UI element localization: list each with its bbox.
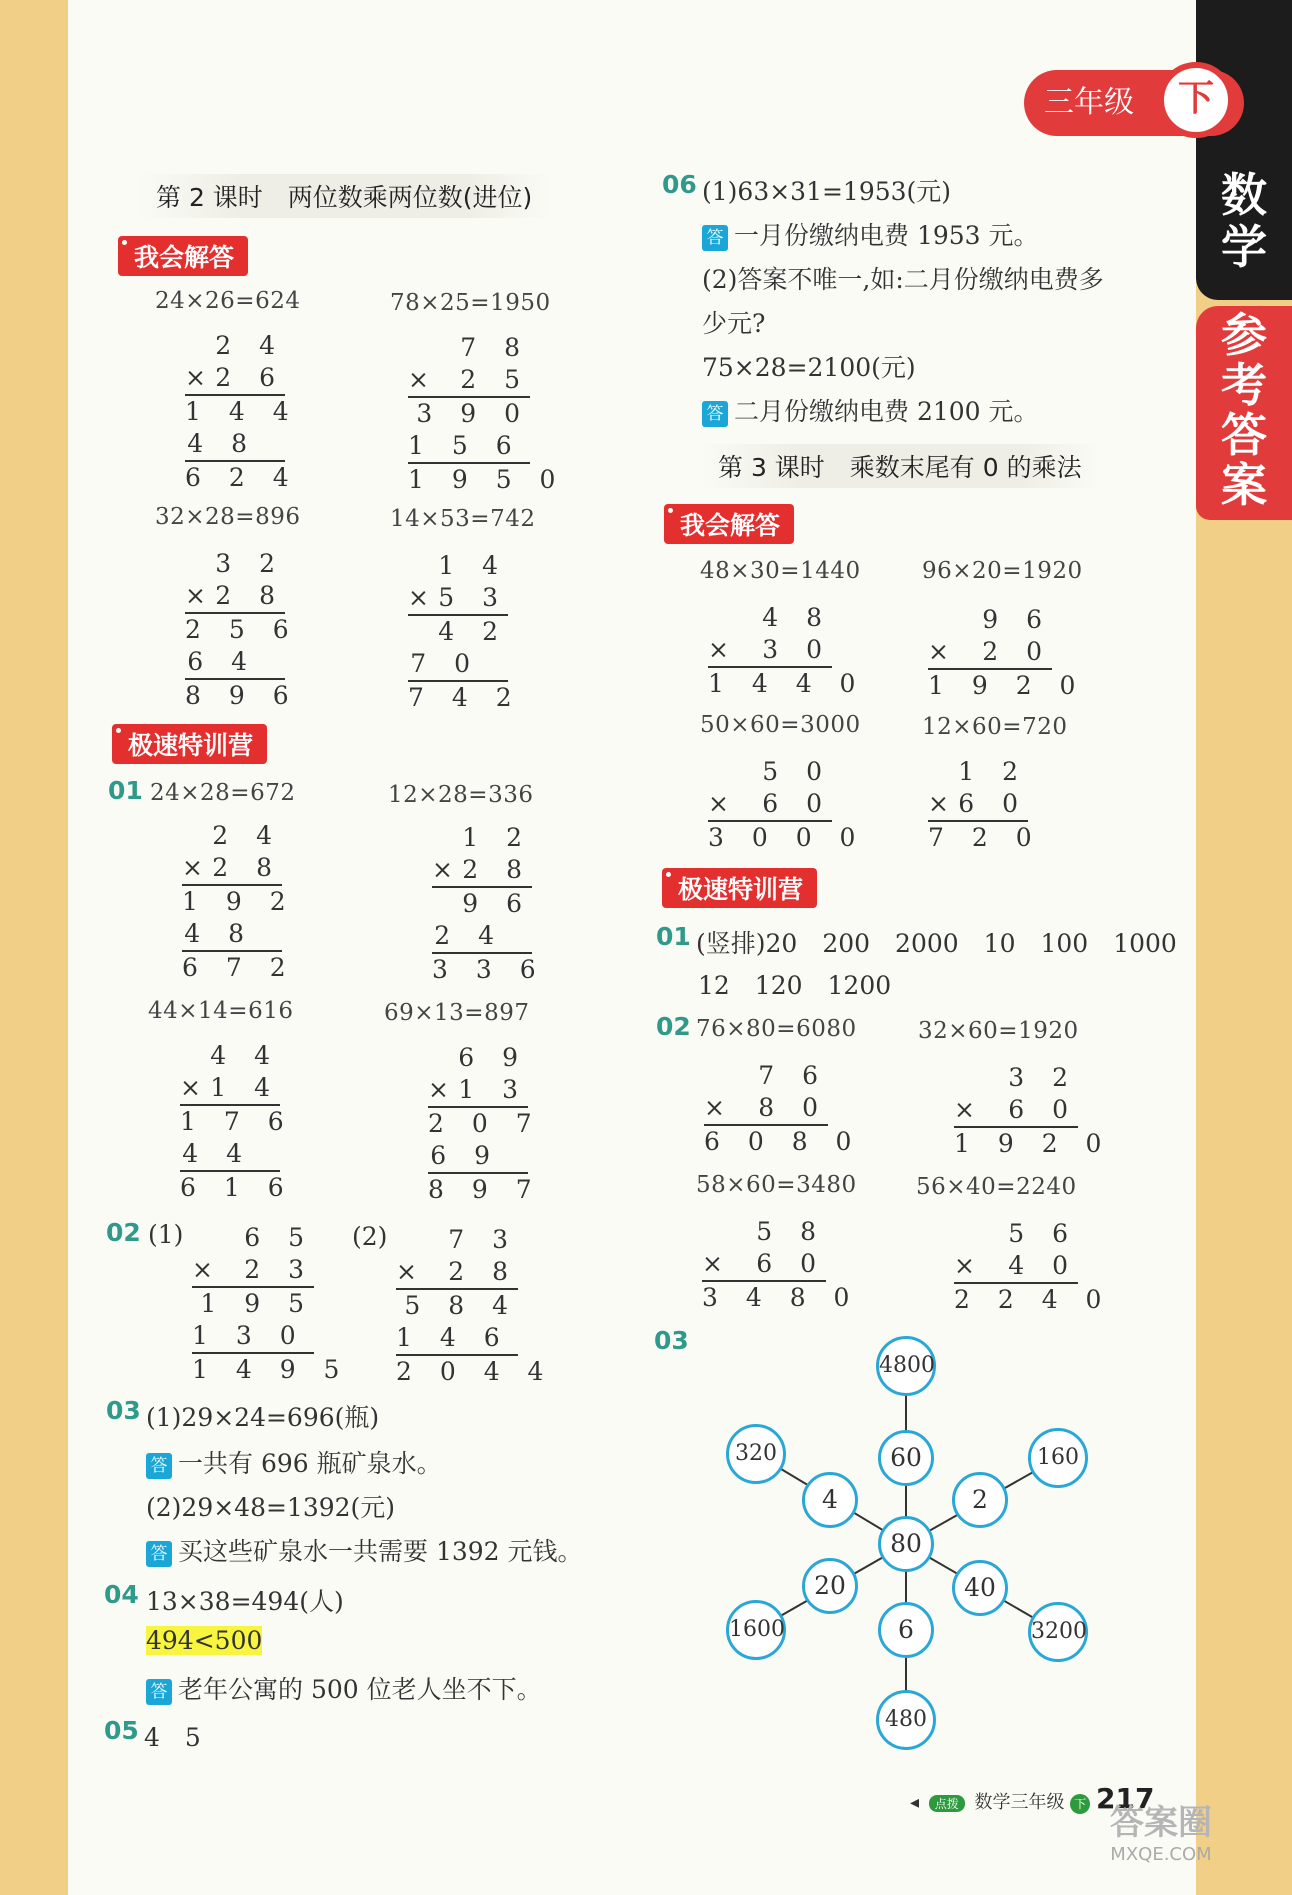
answer-icon: 答 xyxy=(146,1679,172,1705)
diagram-inner-node: 2 xyxy=(952,1472,1008,1528)
answer-tab-char-3: 答 xyxy=(1221,408,1267,462)
equation: 96×20=1920 xyxy=(922,558,1083,584)
vertical-multiplication: 2 4 × 2 6 1 4 4 4 8 6 2 4 xyxy=(185,331,299,492)
equation: 32×60=1920 xyxy=(918,1018,1079,1044)
vertical-multiplication: 5 0 × 6 0 3 0 0 0 xyxy=(708,757,866,852)
question-number: 03 xyxy=(654,1326,689,1355)
answer-tab-char-1: 参 xyxy=(1221,308,1267,362)
section-badge-solve: 我会解答 xyxy=(118,236,248,276)
question-number: 03 xyxy=(106,1396,141,1425)
page-number: 217 xyxy=(1096,1782,1155,1815)
vertical-multiplication: 3 2 × 2 8 2 5 6 6 4 8 9 6 xyxy=(185,549,299,710)
solution-line: 13×38=494(人) xyxy=(146,1587,344,1616)
section-badge-training: 极速特训营 xyxy=(662,868,817,908)
equation: 24×26=624 xyxy=(155,288,301,314)
diagram-outer-node: 320 xyxy=(726,1424,786,1484)
answer-line: 答 一月份缴纳电费 1953 元。 xyxy=(702,216,1039,252)
solution-line: (竖排)20 200 2000 10 100 1000 xyxy=(696,929,1177,958)
diagram-outer-node: 1600 xyxy=(726,1600,786,1660)
question-number: 04 xyxy=(104,1580,139,1609)
part-label: (1) xyxy=(148,1220,184,1249)
question-number: 06 xyxy=(662,170,697,199)
answer-icon: 答 xyxy=(146,1453,172,1479)
subject-tab-char-1: 数 xyxy=(1221,168,1267,222)
term-circle: 下 xyxy=(1158,62,1234,138)
diagram-outer-node: 3200 xyxy=(1028,1602,1088,1662)
footer-term: 下 xyxy=(1070,1794,1090,1814)
answer-line: 答 买这些矿泉水一共需要 1392 元钱。 xyxy=(146,1532,583,1568)
grade-pill: 三年级 xyxy=(1024,70,1244,136)
diagram-inner-node: 20 xyxy=(802,1558,858,1614)
highlighted-comparison: 494<500 xyxy=(146,1626,263,1655)
solution-line: 12 120 1200 xyxy=(698,971,892,1000)
lesson-2-title: 第 2 课时 两位数乘两位数(进位) xyxy=(138,174,550,218)
question-number: 05 xyxy=(104,1716,139,1745)
equation: 24×28=672 xyxy=(150,780,296,806)
equation: 78×25=1950 xyxy=(390,290,551,316)
question-number: 02 xyxy=(106,1218,141,1247)
section-badge-training: 极速特训营 xyxy=(112,724,267,764)
solution-line: (1)63×31=1953(元) xyxy=(702,177,952,206)
solution-line: 75×28=2100(元) xyxy=(702,353,916,382)
vertical-multiplication: 4 8 × 3 0 1 4 4 0 xyxy=(708,603,866,698)
equation: 12×60=720 xyxy=(922,714,1068,740)
solution-line: (2)29×48=1392(元) xyxy=(146,1493,396,1522)
solution-line: 少元? xyxy=(702,309,766,338)
footer-book: 数学三年级 xyxy=(974,1792,1065,1813)
solution-line: (2)答案不唯一,如:二月份缴纳电费多 xyxy=(702,265,1104,294)
watermark: 答案圈 MXQE.COM xyxy=(1110,1803,1212,1865)
vertical-multiplication: 5 6 × 4 0 2 2 4 0 xyxy=(954,1219,1112,1314)
vertical-multiplication: 9 6 × 2 0 1 9 2 0 xyxy=(928,605,1086,700)
section-badge-solve: 我会解答 xyxy=(664,504,794,544)
answer-tab-char-2: 考 xyxy=(1221,358,1267,412)
vertical-multiplication: 7 3 × 2 8 5 8 4 1 4 6 2 0 4 4 xyxy=(396,1225,554,1386)
equation: 48×30=1440 xyxy=(700,558,861,584)
diagram-center-node: 80 xyxy=(878,1516,934,1572)
vertical-multiplication: 1 2 × 2 8 9 6 2 4 3 3 6 xyxy=(432,823,546,984)
diagram-inner-node: 6 xyxy=(878,1602,934,1658)
diagram-inner-node: 4 xyxy=(802,1472,858,1528)
answer-icon: 答 xyxy=(146,1541,172,1567)
vertical-multiplication: 4 4 × 1 4 1 7 6 4 4 6 1 6 xyxy=(180,1041,294,1202)
equation: 32×28=896 xyxy=(155,504,301,530)
vertical-multiplication: 2 4 × 2 8 1 9 2 4 8 6 7 2 xyxy=(182,821,296,982)
vertical-multiplication: 1 2 × 6 0 7 2 0 xyxy=(928,757,1042,852)
multiplication-star-diagram xyxy=(700,1330,1120,1780)
solution-line: (1)29×24=696(瓶) xyxy=(146,1403,380,1432)
solution-line: 4 5 xyxy=(144,1723,201,1752)
question-number: 02 xyxy=(656,1012,691,1041)
diagram-outer-node: 160 xyxy=(1028,1428,1088,1488)
lesson-3-title: 第 3 课时 乘数末尾有 0 的乘法 xyxy=(700,444,1100,488)
question-number: 01 xyxy=(656,922,691,951)
answer-line: 答 一共有 696 瓶矿泉水。 xyxy=(146,1444,442,1480)
equation: 58×60=3480 xyxy=(696,1172,857,1198)
equation: 69×13=897 xyxy=(384,1000,530,1026)
vertical-multiplication: 6 9 × 1 3 2 0 7 6 9 8 9 7 xyxy=(428,1043,542,1204)
answer-icon: 答 xyxy=(702,225,728,251)
equation: 14×53=742 xyxy=(390,506,536,532)
vertical-multiplication: 1 4 × 5 3 4 2 7 0 7 4 2 xyxy=(408,551,522,712)
vertical-multiplication: 7 6 × 8 0 6 0 8 0 xyxy=(704,1061,862,1156)
answer-line: 答 老年公寓的 500 位老人坐不下。 xyxy=(146,1670,542,1706)
vertical-multiplication: 5 8 × 6 0 3 4 8 0 xyxy=(702,1217,860,1312)
equation: 50×60=3000 xyxy=(700,712,861,738)
answer-line: 答 二月份缴纳电费 2100 元。 xyxy=(702,392,1039,428)
diagram-inner-node: 40 xyxy=(952,1560,1008,1616)
question-number: 01 xyxy=(108,776,143,805)
part-label: (2) xyxy=(352,1222,388,1251)
equation: 44×14=616 xyxy=(148,998,294,1024)
answer-tab-char-4: 案 xyxy=(1221,458,1267,512)
diagram-inner-node: 60 xyxy=(878,1430,934,1486)
vertical-multiplication: 7 8 × 2 5 3 9 0 1 5 6 1 9 5 0 xyxy=(408,333,566,494)
arrow-left-icon: ◂ xyxy=(910,1792,920,1813)
equation: 12×28=336 xyxy=(388,782,534,808)
diagram-outer-node: 4800 xyxy=(876,1336,936,1396)
vertical-multiplication: 6 5 × 2 3 1 9 5 1 3 0 1 4 9 5 xyxy=(192,1223,350,1384)
publisher-logo: 点拨 xyxy=(929,1795,965,1812)
answer-icon: 答 xyxy=(702,401,728,427)
equation: 56×40=2240 xyxy=(916,1174,1077,1200)
vertical-multiplication: 3 2 × 6 0 1 9 2 0 xyxy=(954,1063,1112,1158)
diagram-outer-node: 480 xyxy=(876,1690,936,1750)
subject-tab-char-2: 学 xyxy=(1221,220,1267,274)
equation: 76×80=6080 xyxy=(696,1016,857,1042)
